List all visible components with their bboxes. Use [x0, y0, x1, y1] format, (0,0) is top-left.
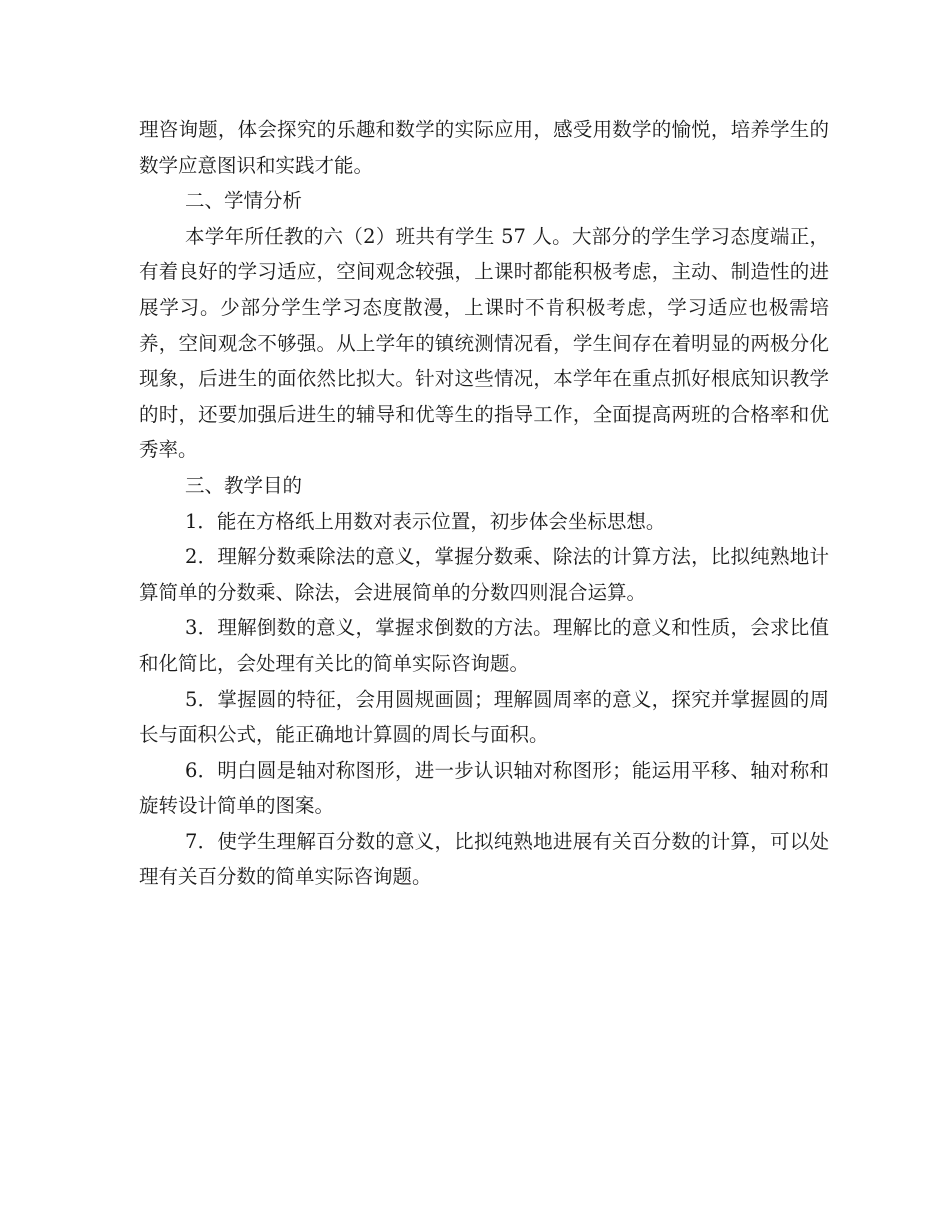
- goal-item-2: 2．理解分数乘除法的意义，掌握分数乘、除法的计算方法，比拟纯熟地计算简单的分数乘、除法，会进展简单的分数四则混合运算。: [139, 545, 829, 604]
- goal-item-6: 6．明白圆是轴对称图形，进一步认识轴对称图形；能运用平移、轴对称和旋转设计简单的图案。: [139, 758, 829, 818]
- goal-item-7: 7．使学生理解百分数的意义，比拟纯熟地进展有关百分数的计算，可以处理有关百分数的简单实际咨询题。: [139, 829, 829, 889]
- document-body: [139, 112, 829, 895]
- goal-item-3: 3．理解倒数的意义，掌握求倒数的方法。理解比的意义和性质，会求比值和化简比，会处理有关比的简单实际咨询题。: [139, 616, 829, 675]
- section-heading-analysis: 二、学情分析: [185, 189, 303, 213]
- analysis-paragraph: 本学年所任教的六（2）班共有学生 57 人。大部分的学生学习态度端正，有着良好的学习适应，空间观念较强，上课时都能积极考虑，主动、制造性的进展学习。少部分学生学习态度散漫，上课时不肯积极考虑，学习适应也极需培养，空间观念不够强。从上学年的镇统测情况看，学生间存在着明显的两极分化现象，后进生的面依然比拟大。针对这些情况，本学年在重点抓好根底知识教学的时，还要加强后进生的辅导和优等生的指导工作，全面提高两班的合格率和优秀率。: [139, 224, 829, 462]
- section-heading-goals: 三、教学目的: [185, 473, 303, 497]
- continuation-paragraph: 理咨询题，体会探究的乐趣和数学的实际应用，感受用数学的愉悦，培养学生的数学应意图识和实践才能。: [139, 118, 829, 177]
- goal-item-5: 5．掌握圆的特征，会用圆规画圆；理解圆周率的意义，探究并掌握圆的周长与面积公式，能正确地计算圆的周长与面积。: [139, 687, 829, 747]
- goal-item-1: 1．能在方格纸上用数对表示位置，初步体会坐标思想。: [185, 509, 666, 533]
